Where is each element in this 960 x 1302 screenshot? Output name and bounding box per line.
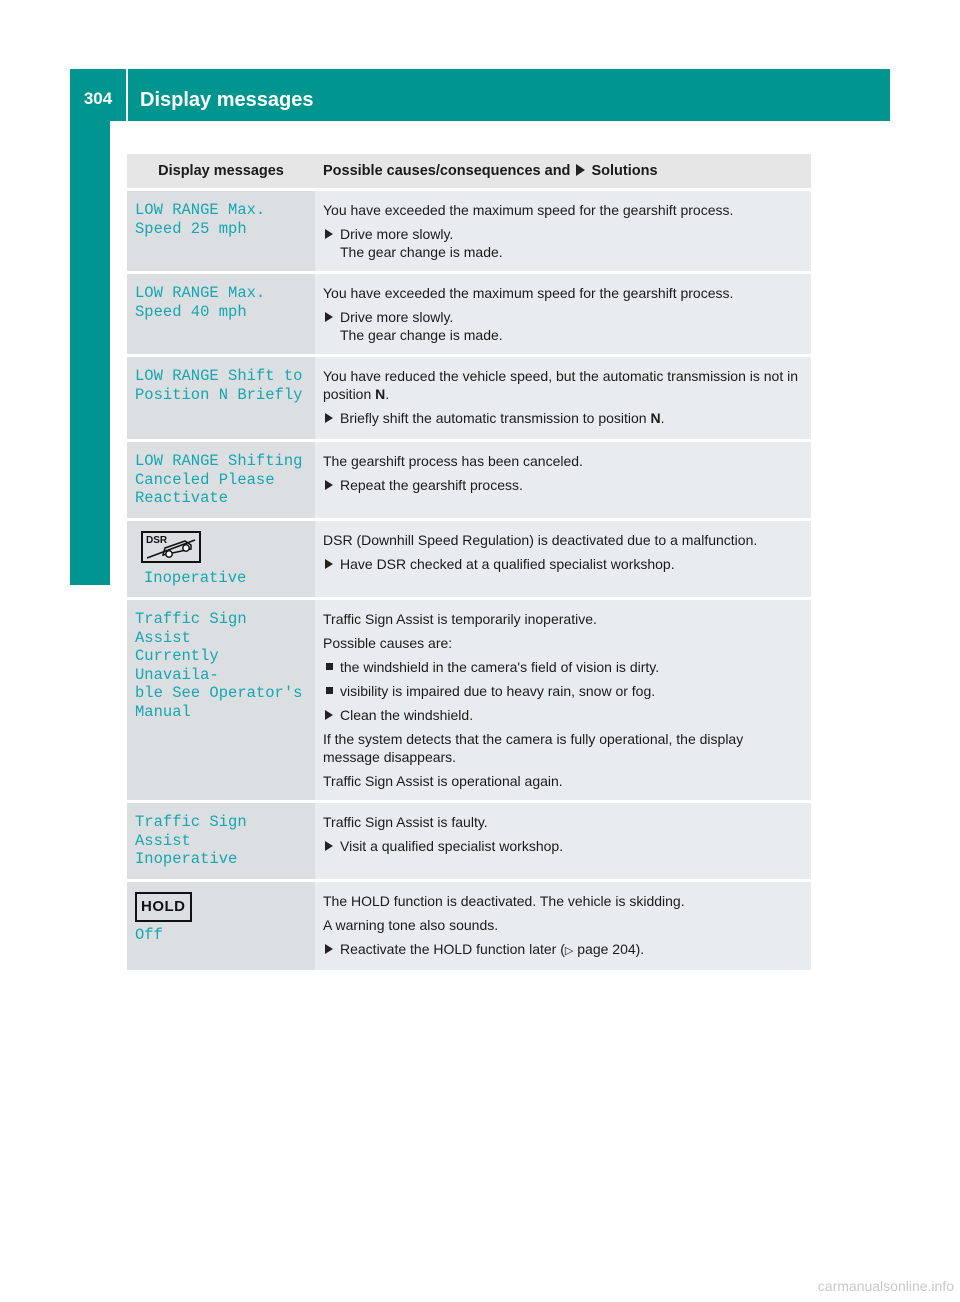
- message-cell: [127, 599, 315, 802]
- step-arrow-icon: [325, 413, 333, 423]
- bullet-text: the windshield in the camera's field of vision is dirty.: [340, 659, 660, 675]
- result-text: Traffic Sign Assist is operational again.: [323, 773, 563, 789]
- column-header-solutions-post: Solutions: [591, 163, 658, 179]
- step-text: Visit a qualified specialist workshop.: [340, 838, 564, 854]
- message-cell: [127, 356, 315, 441]
- solution-step: [323, 555, 803, 573]
- table-row: [127, 880, 811, 971]
- solution-step: [323, 837, 803, 855]
- position-n: N: [650, 410, 661, 426]
- table-row: [127, 356, 811, 441]
- header-divider: [126, 69, 128, 121]
- cause-text-post: .: [385, 386, 390, 402]
- display-message: LOW RANGE Max. Speed 25 mph: [135, 201, 266, 238]
- table-row: [127, 190, 811, 273]
- display-messages-table: [127, 154, 811, 973]
- solution-step: [323, 476, 803, 494]
- column-header-solutions: [315, 154, 811, 190]
- position-n: N: [375, 386, 386, 402]
- page-number: 304: [83, 89, 113, 108]
- side-tab-label: On-board computer and displays: [79, 151, 100, 449]
- display-message: LOW RANGE Shifting Canceled Please Reactivate: [135, 452, 303, 507]
- step-arrow-icon: [325, 480, 333, 490]
- page-reference-icon: ▷: [564, 944, 574, 957]
- solution-step: [323, 308, 803, 344]
- step-arrow-icon: [325, 841, 333, 851]
- display-message: LOW RANGE Max. Speed 40 mph: [135, 284, 266, 321]
- causes-intro: Possible causes are:: [323, 635, 453, 651]
- display-message: Traffic Sign Assist Inoperative: [135, 813, 247, 868]
- display-message: Inoperative: [144, 568, 247, 587]
- cause-text: [323, 367, 803, 403]
- solution-step: [323, 940, 803, 960]
- solution-cell: [315, 441, 811, 520]
- step-text: Drive more slowly. The gear change is made.: [340, 309, 503, 343]
- step-text-pre: Briefly shift the automatic transmission to position: [340, 410, 647, 426]
- hold-icon: HOLD: [135, 892, 192, 922]
- bullet-text: visibility is impaired due to heavy rain, snow or fog.: [340, 683, 656, 699]
- step-arrow-icon: [325, 944, 333, 954]
- step-text: Clean the windshield.: [340, 707, 474, 723]
- table-row: [127, 519, 811, 599]
- solution-cell: [315, 356, 811, 441]
- dsr-icon-label: DSR: [146, 534, 168, 546]
- table-row: [127, 441, 811, 520]
- table-row: [127, 273, 811, 356]
- cause-text-pre: You have reduced the vehicle speed, but the automatic transmission is not in position: [323, 368, 798, 402]
- step-arrow-icon: [325, 229, 333, 239]
- solution-cell: [315, 599, 811, 802]
- table-header-row: [127, 154, 811, 190]
- cause-text: DSR (Downhill Speed Regulation) is deactivated due to a malfunction.: [323, 531, 758, 548]
- column-header-solutions-pre: Possible causes/consequences and: [323, 163, 571, 179]
- solution-cell: [315, 190, 811, 273]
- message-cell: [127, 441, 315, 520]
- bullet-square-icon: [326, 663, 333, 670]
- column-header-messages: Display messages: [127, 154, 315, 190]
- solution-cell: [315, 880, 811, 971]
- message-cell: [127, 802, 315, 881]
- cause-text: The HOLD function is deactivated. The vehicle is skidding.: [323, 892, 685, 909]
- cause-text: Traffic Sign Assist is faulty.: [323, 814, 488, 830]
- message-cell: [127, 273, 315, 356]
- solution-step: [323, 409, 803, 427]
- dsr-downhill-icon: [141, 531, 201, 563]
- message-cell: [127, 519, 315, 599]
- solution-cell: [315, 802, 811, 881]
- cause-bullet: [323, 682, 803, 700]
- step-arrow-icon: [325, 559, 333, 569]
- step-arrow-icon: [325, 312, 333, 322]
- step-text-post: .: [660, 410, 665, 426]
- display-message: Off: [135, 925, 163, 944]
- cause-text: Traffic Sign Assist is temporarily inoperative.: [323, 611, 597, 627]
- solution-step: [323, 706, 803, 724]
- display-message: LOW RANGE Shift to Position N Briefly: [135, 367, 303, 404]
- step-text-pre: Reactivate the HOLD function later (: [340, 940, 565, 957]
- message-cell: [127, 880, 315, 971]
- cause-text: You have exceeded the maximum speed for the gearshift process.: [323, 202, 734, 218]
- cause-text: The gearshift process has been canceled.: [323, 453, 583, 469]
- step-text: Drive more slowly. The gear change is made.: [340, 226, 503, 260]
- result-text: If the system detects that the camera is fully operational, the display message disappears.: [323, 731, 744, 765]
- cause-text: A warning tone also sounds.: [323, 916, 499, 933]
- table-row: [127, 599, 811, 802]
- solution-cell: [315, 519, 811, 599]
- step-arrow-icon: [325, 710, 333, 720]
- section-title: Display messages: [140, 89, 314, 111]
- table-row: [127, 802, 811, 881]
- solution-step: [323, 225, 803, 261]
- cause-text: You have exceeded the maximum speed for the gearshift process.: [323, 285, 734, 301]
- watermark: carmanualsonline.info: [817, 1278, 954, 1294]
- message-cell: [127, 190, 315, 273]
- page-reference-link[interactable]: page 204).: [573, 940, 645, 957]
- step-text: Have DSR checked at a qualified specialist workshop.: [340, 555, 675, 572]
- bullet-square-icon: [326, 687, 333, 694]
- display-message: Traffic Sign Assist Currently Unavaila‐ ble See Operator's Manual: [135, 610, 303, 721]
- cause-bullet: [323, 658, 803, 676]
- step-text: Repeat the gearshift process.: [340, 477, 523, 493]
- arrow-right-icon: [576, 164, 585, 176]
- solution-cell: [315, 273, 811, 356]
